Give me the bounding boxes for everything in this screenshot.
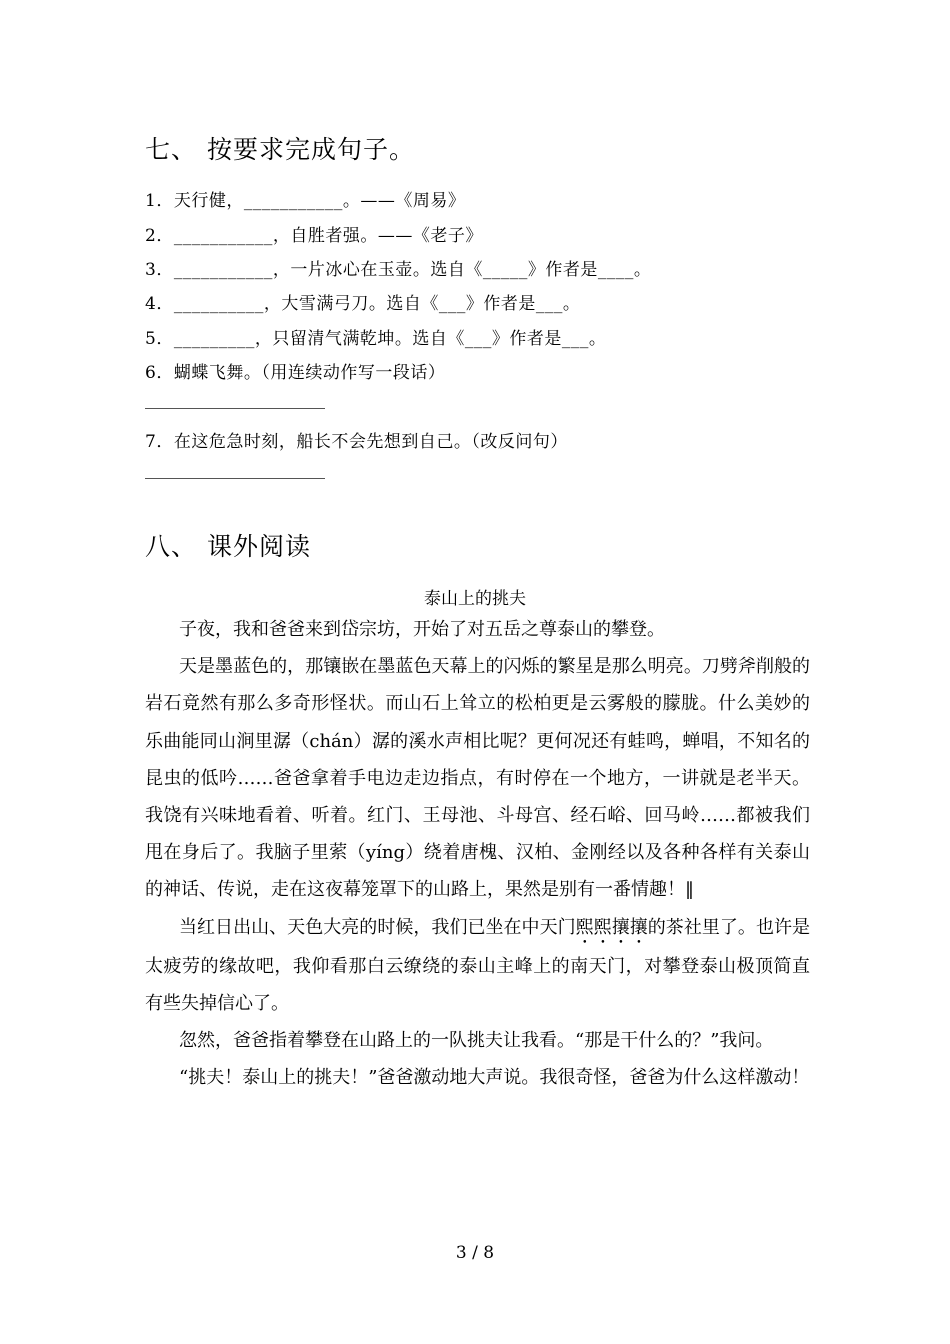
story-title: 泰山上的挑夫 — [424, 589, 526, 609]
paragraph-3-part-a: 当红日出山、天色大亮的时候，我们已坐在中天门 — [179, 916, 576, 938]
section-8-heading — [145, 527, 311, 563]
passage-paragraph-1: 子夜，我和爸爸来到岱宗坊，开始了对五岳之尊泰山的攀登。 — [179, 619, 665, 640]
passage-paragraph-5: “挑夫！泰山上的挑夫！”爸爸激动地大声说。我很奇怪，爸爸为什么这样激动！ — [179, 1067, 810, 1089]
question-item-6: 6．蝴蝶飞舞。（用连续动作写一段话） — [145, 363, 446, 383]
question-item-5: 5．_________，只留清气满乾坤。选自《___》作者是___。 — [145, 329, 607, 349]
reading-passage — [145, 611, 810, 1096]
passage-paragraph-2: 天是墨蓝色的，那镶嵌在墨蓝色天幕上的闪烁的繁星是那么明亮。刀劈斧削般的岩石竟然有那么多奇形怪状。而山石上耸立的松柏更是云雾般的朦胧。什么美妙的乐曲能同山涧里潺（chán）潺的溪水声相比呢？更何况还有蛙鸣，蝉唱，不知名的昆虫的低吟……爸爸拿着手电边走边指点，有时停在一个地方，一讲就是老半天。我饶有兴味地看着、听着。红门、王母池、斗母宫、经石峪、回马岭……都被我们甩在身后了。我脑子里萦（yíng）绕着唐槐、汉柏、金刚经以及各种各样有关泰山的神话、传说，走在这夜幕笼罩下的山路上，果然是别有一番情趣！‖ — [145, 656, 810, 901]
emphasized-phrase: 熙熙攘攘 — [575, 916, 648, 938]
section-8-title: 课外阅读 — [207, 532, 312, 561]
section-8-number: 八、 — [145, 532, 198, 561]
answer-line-7 — [145, 478, 325, 479]
section-7-title: 按要求完成句子。 — [207, 135, 416, 164]
paragraph-3-part-b: 的茶社里了。也许是太疲劳的缘故吧，我仰看那白云缭绕的泰山主峰上的南天门，对攀登泰山极顶简直有些失掉信心了。 — [145, 916, 811, 1014]
question-item-2: 2．___________，自胜者强。——《老子》 — [145, 226, 483, 246]
section-7-heading — [145, 130, 415, 166]
question-item-3: 3．___________，一片冰心在玉壶。选自《_____》作者是____。 — [145, 260, 652, 280]
answer-line-6 — [145, 408, 325, 409]
question-item-4: 4．__________，大雪满弓刀。选自《___》作者是___。 — [145, 294, 581, 314]
question-item-1: 1．天行健，___________。——《周易》 — [145, 191, 466, 211]
question-item-7: 7．在这危急时刻，船长不会先想到自己。（改反问句） — [145, 432, 568, 452]
section-7-number: 七、 — [145, 135, 198, 164]
passage-paragraph-4: 忽然，爸爸指着攀登在山路上的一队挑夫让我看。“那是干什么的？”我问。 — [179, 1030, 774, 1052]
page-number: 3 / 8 — [455, 1243, 495, 1263]
passage-paragraph-3 — [145, 909, 810, 1022]
